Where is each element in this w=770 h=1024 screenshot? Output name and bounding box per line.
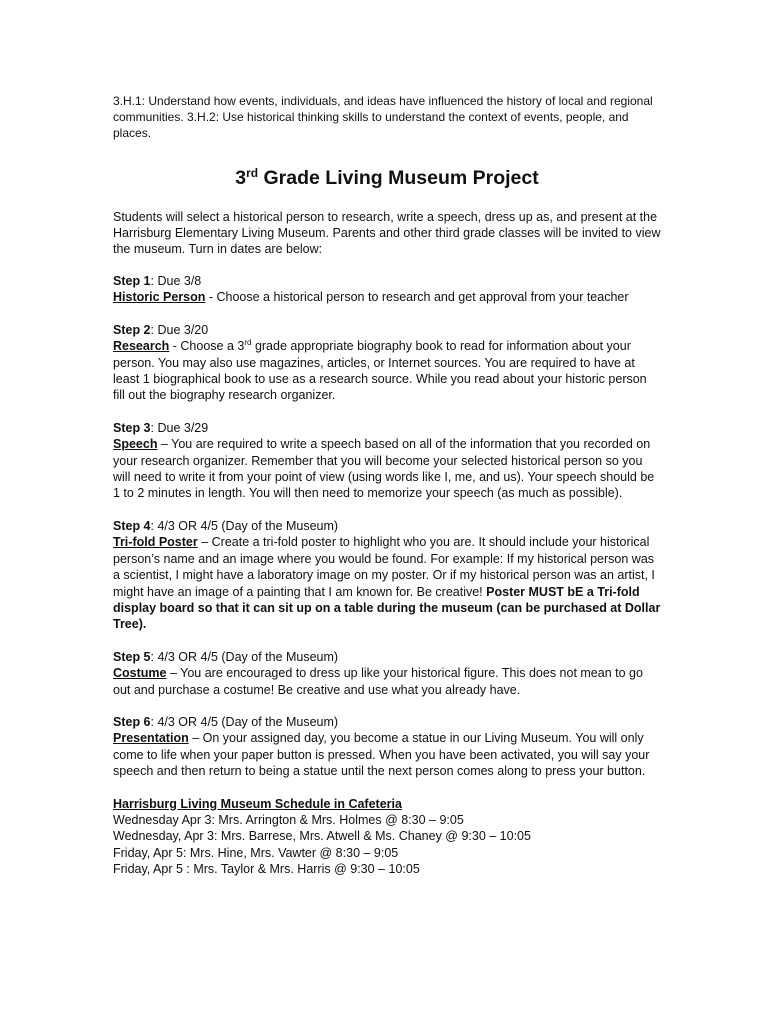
standards-text: 3.H.1: Understand how events, individuals, and ideas have influenced the history of local and regional communities. 3.H.2: Use historical thinking skills to understand the context of events, people, and places. <box>113 94 653 140</box>
step-6-text: – On your assigned day, you become a statue in our Living Museum. You will only come to life when your paper button is pressed. When you have been activated, you will say your speech and then return to being a statue until the next person comes along to press your button. <box>113 731 650 779</box>
step-5-text: – You are encouraged to dress up like your historical figure. This does not mean to go out and purchase a costume! Be creative and use what you already have. <box>113 666 643 697</box>
step-2-task: Research <box>113 339 170 354</box>
step-2-text-superscript: rd <box>244 338 252 348</box>
schedule-title: Harrisburg Living Museum Schedule in Cafeteria <box>113 796 402 811</box>
step-2-label: Step 2 <box>113 322 151 337</box>
step-3 <box>113 420 661 502</box>
step-2-text-a: - Choose a 3 <box>169 339 245 354</box>
step-2 <box>113 322 661 404</box>
step-5-due: : 4/3 OR 4/5 (Day of the Museum) <box>150 649 339 664</box>
step-1-text: - Choose a historical person to research and get approval from your teacher <box>205 290 629 305</box>
step-3-label: Step 3 <box>113 420 151 435</box>
title-grade-superscript: rd <box>246 166 259 180</box>
step-4-bold-note: Poster MUST bE a Tri-fold display board so that it can sit up on a table during the museum (can be purchased at Dollar Tree). <box>113 584 661 632</box>
step-6-task: Presentation <box>113 731 189 746</box>
step-6-due: : 4/3 OR 4/5 (Day of the Museum) <box>150 714 339 729</box>
step-3-heading <box>113 420 661 436</box>
schedule-row: Friday, Apr 5: Mrs. Hine, Mrs. Vawter @ 8:30 – 9:05 <box>113 845 399 860</box>
step-6-label: Step 6 <box>113 714 151 729</box>
step-4-label: Step 4 <box>113 518 151 533</box>
step-4 <box>113 518 661 633</box>
step-1-heading <box>113 273 661 289</box>
schedule-section <box>113 796 661 878</box>
step-5-label: Step 5 <box>113 649 151 664</box>
step-1-due: : Due 3/8 <box>150 274 202 288</box>
step-1-label: Step 1 <box>113 274 151 288</box>
step-2-heading <box>113 322 661 338</box>
step-4-heading <box>113 518 661 534</box>
step-1-task: Historic Person <box>113 290 206 305</box>
step-6-heading <box>113 714 661 730</box>
step-3-task: Speech <box>113 437 158 452</box>
schedule-row: Wednesday, Apr 3: Mrs. Barrese, Mrs. Atwell & Ms. Chaney @ 9:30 – 10:05 <box>113 829 531 844</box>
step-6 <box>113 714 661 780</box>
step-4-task: Tri-fold Poster <box>113 535 198 550</box>
step-4-text: – Create a tri-fold poster to highlight who you are. It should include your historical person’s name and an image where you would be found. For example: If my historical person was a scientist, I might have a laboratory image on my poster. Or if my historical person was an artist, I might have an image of a painting that I am known for. Be creative! <box>113 535 655 599</box>
step-5-task: Costume <box>113 666 167 681</box>
step-3-text: – You are required to write a speech based on all of the information that you recorded on your research organizer. Remember that you will become your selected historical person so you will need to write it from your point of view (using words like I, me, and us). Your speech should be 1 to 2 minutes in length. You will then need to memorize your speech (as much as possible). <box>113 437 655 501</box>
step-2-due: : Due 3/20 <box>150 322 209 337</box>
step-5 <box>113 649 661 698</box>
step-3-due: : Due 3/29 <box>150 420 209 435</box>
intro-paragraph: Students will select a historical person to research, write a speech, dress up as, and present at the Harrisburg Elementary Living Museum. Parents and other third grade classes will be invited to view the museum. Turn in dates are below: <box>113 210 661 256</box>
step-2-text-b: grade appropriate biography book to read for information about your person. You may also use magazines, articles, or Internet sources. You are required to have at least 1 biographical book to use as a research source. While you read about your historic person fill out the biography research organizer. <box>113 339 647 403</box>
step-1 <box>113 273 661 306</box>
page-title <box>113 165 661 191</box>
step-4-due: : 4/3 OR 4/5 (Day of the Museum) <box>150 518 339 533</box>
step-5-heading <box>113 649 661 665</box>
schedule-row: Wednesday Apr 3: Mrs. Arrington & Mrs. Holmes @ 8:30 – 9:05 <box>113 812 464 827</box>
title-grade-number: 3 <box>235 167 247 189</box>
document-page <box>113 93 661 878</box>
title-rest: Grade Living Museum Project <box>258 167 539 189</box>
schedule-row: Friday, Apr 5 : Mrs. Taylor & Mrs. Harris @ 9:30 – 10:05 <box>113 862 420 877</box>
